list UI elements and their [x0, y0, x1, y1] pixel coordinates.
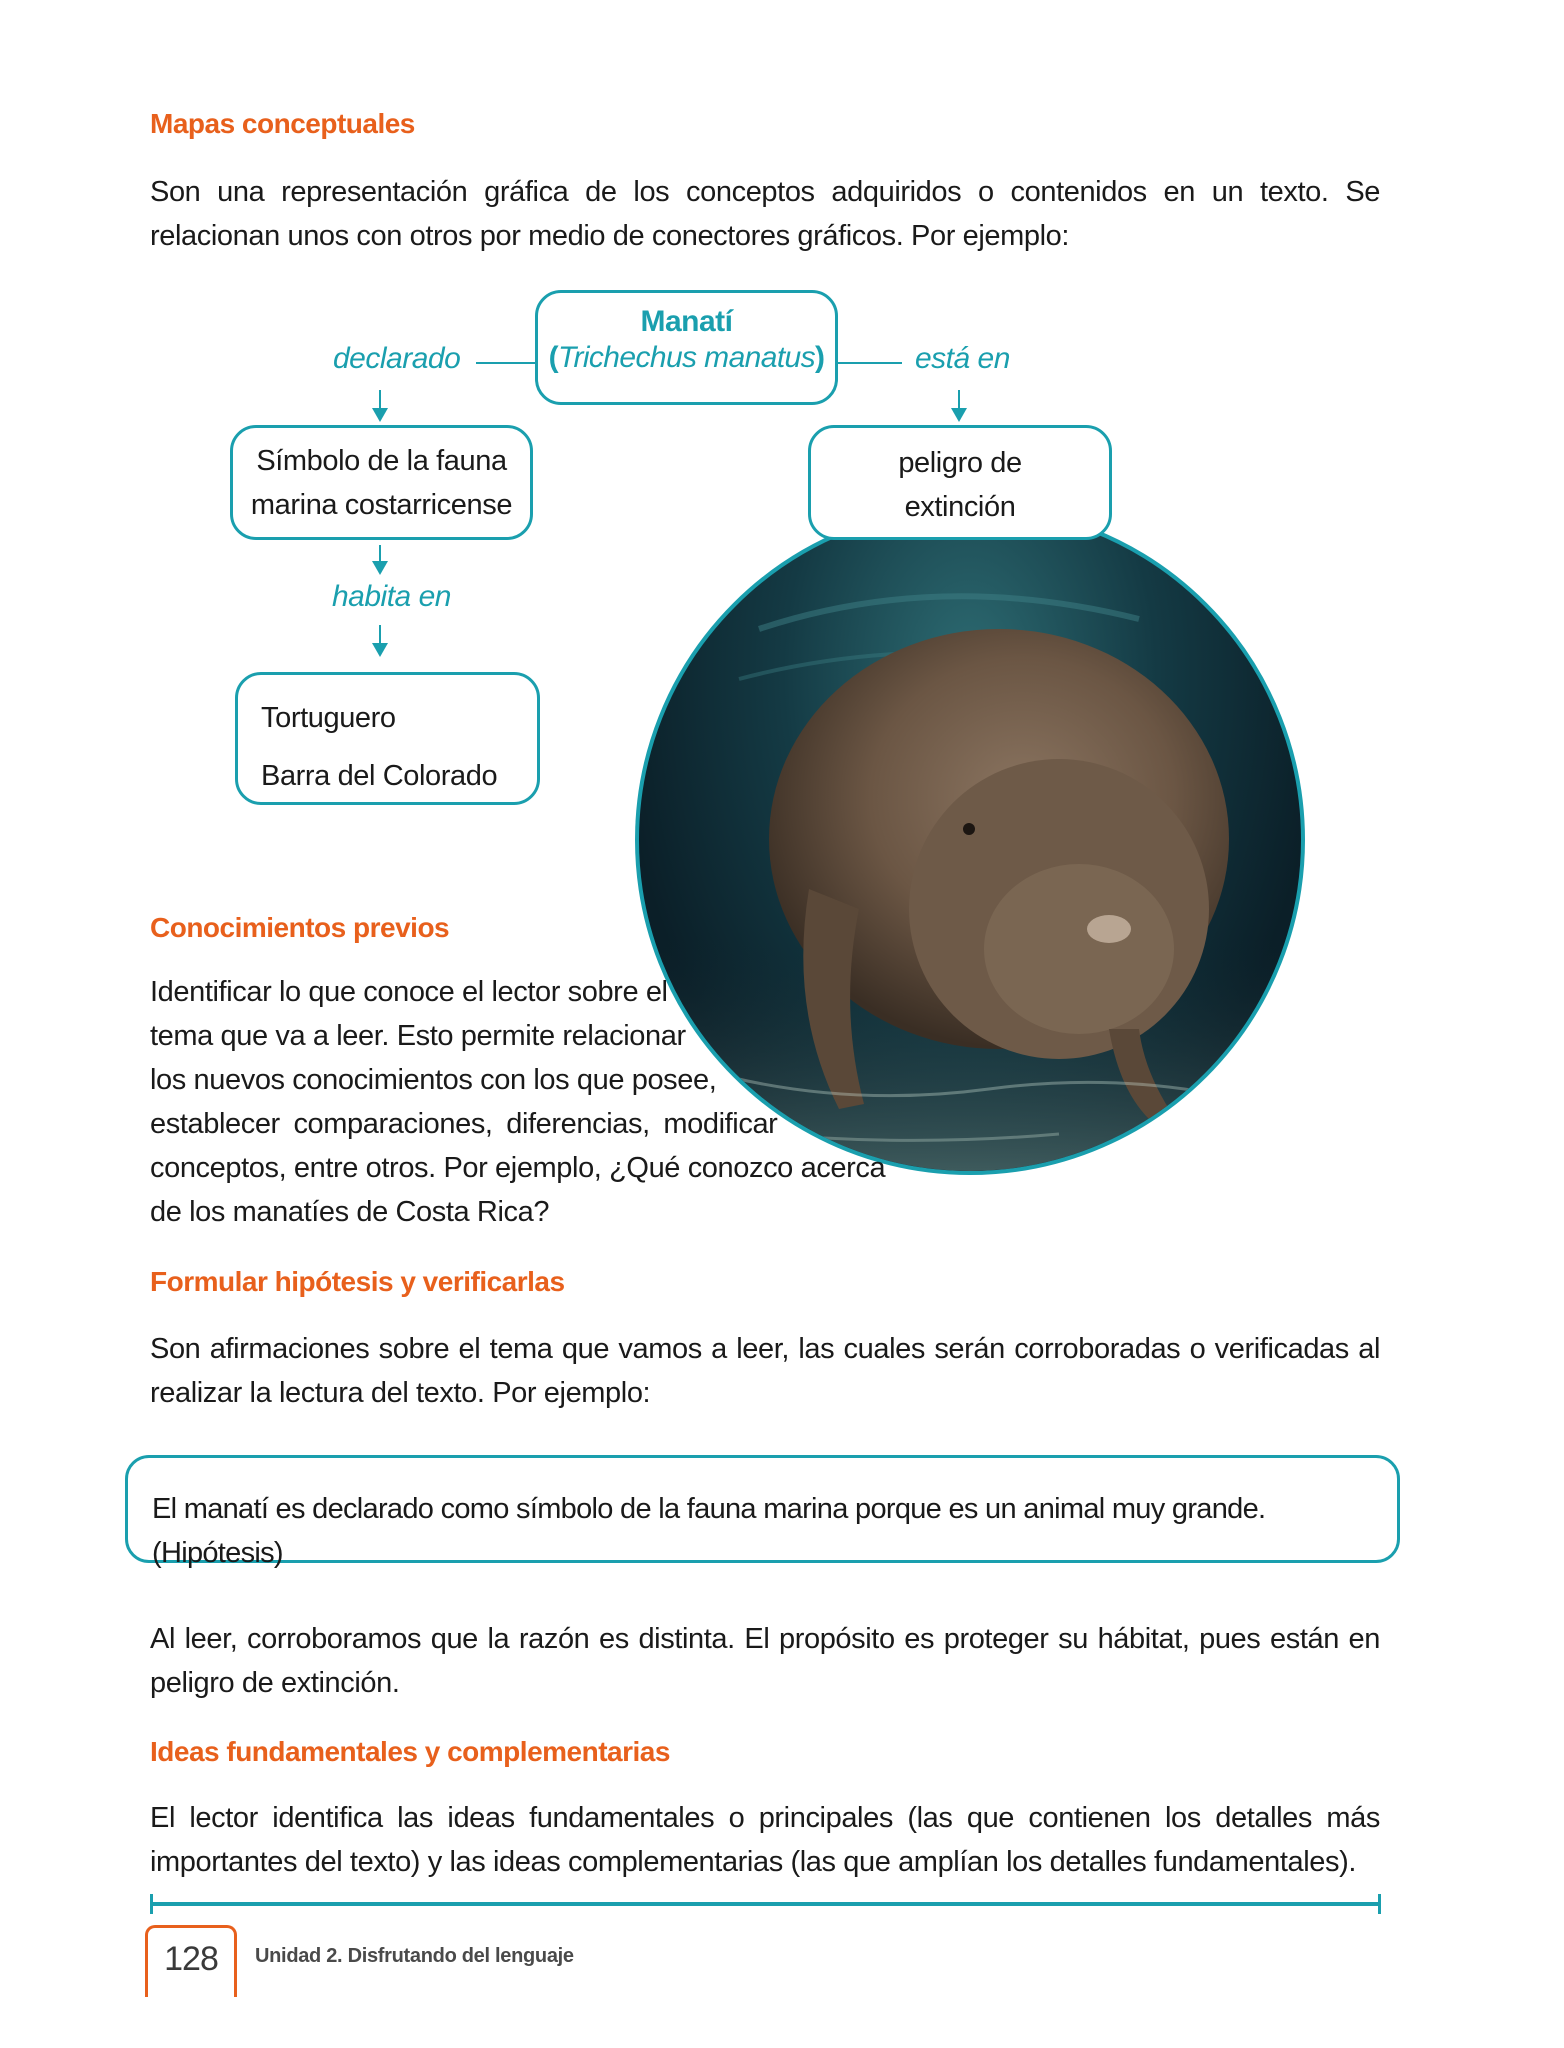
hypothesis-example-text: El manatí es declarado como símbolo de la fauna marina porque es un animal muy grande. (Hipótesis) [152, 1493, 1266, 1569]
unit-title: Unidad 2. Disfrutando del lenguaje [255, 1945, 574, 1967]
hipotesis-paragraph: Son afirmaciones sobre el tema que vamos a leer, las cuales serán corroboradas o verificadas al realizar la lectura del texto. Por ejemplo: [150, 1333, 1380, 1409]
central-node-scientific-name [538, 341, 835, 375]
section-heading-ideas: Ideas fundamentales y complementarias [150, 1736, 670, 1767]
connector-line-left [476, 362, 535, 364]
arrow-down-icon [379, 625, 381, 655]
node-line: marina costarricense [250, 489, 513, 521]
footer-divider-tick-right [1378, 1894, 1381, 1914]
arrow-down-icon [379, 545, 381, 573]
ideas-paragraph: El lector identifica las ideas fundamentales o principales (las que contienen los detalles más importantes del texto) y las ideas complementarias (las que amplían los detalles fundamentales). [150, 1802, 1380, 1878]
section-heading-conocimientos: Conocimientos previos [150, 912, 450, 943]
arrow-down-icon [958, 390, 960, 420]
footer-divider-tick-left [150, 1894, 153, 1914]
hypothesis-example-box [125, 1455, 1400, 1569]
conocimientos-paragraph [150, 970, 885, 1234]
section-heading-mapas: Mapas conceptuales [150, 108, 415, 139]
scientific-name: Trichechus manatus [557, 341, 816, 374]
central-node-title: Manatí [640, 305, 733, 338]
paren-close: ) [815, 341, 825, 374]
concept-node-central [535, 290, 838, 405]
link-label-habita-en: habita en [332, 580, 451, 613]
paragraph-line: conceptos, entre otros. Por ejemplo, ¿Qué conozco acerca [150, 1152, 886, 1184]
node-line: extinción [904, 491, 1016, 523]
link-label-declarado: declarado [333, 342, 461, 375]
paragraph-line: tema que va a leer. Esto permite relacionar [150, 1020, 686, 1052]
hipotesis-conclusion: Al leer, corroboramos que la razón es distinta. El propósito es proteger su hábitat, pues están en peligro de extinción. [150, 1623, 1380, 1699]
paren-open: ( [548, 341, 558, 374]
arrow-down-icon [379, 390, 381, 420]
paragraph-line: establecer comparaciones, diferencias, modificar [150, 1108, 778, 1140]
connector-line-right [838, 362, 902, 364]
paragraph-line: los nuevos conocimientos con los que posee, [150, 1064, 717, 1096]
section-heading-hipotesis: Formular hipótesis y verificarlas [150, 1266, 565, 1297]
concept-node-simbolo [230, 425, 533, 540]
mapas-paragraph: Son una representación gráfica de los conceptos adquiridos o contenidos en un texto. Se relacionan unos con otros por medio de conectores gráficos. Por ejemplo: [150, 176, 1380, 252]
concept-node-habitat [235, 672, 540, 805]
concept-node-peligro [808, 425, 1112, 540]
footer-divider [150, 1902, 1380, 1906]
link-label-esta-en: está en [915, 342, 1010, 375]
paragraph-line: Identificar lo que conoce el lector sobre el [150, 976, 668, 1008]
habitat-barra-del-colorado: Barra del Colorado [261, 760, 498, 792]
page-number: 128 [164, 1940, 218, 1978]
node-line: Símbolo de la fauna [256, 445, 507, 477]
habitat-tortuguero: Tortuguero [261, 702, 396, 734]
paragraph-line: de los manatíes de Costa Rica? [150, 1196, 550, 1228]
node-line: peligro de [898, 447, 1022, 479]
page-number-tab [145, 1925, 237, 1997]
